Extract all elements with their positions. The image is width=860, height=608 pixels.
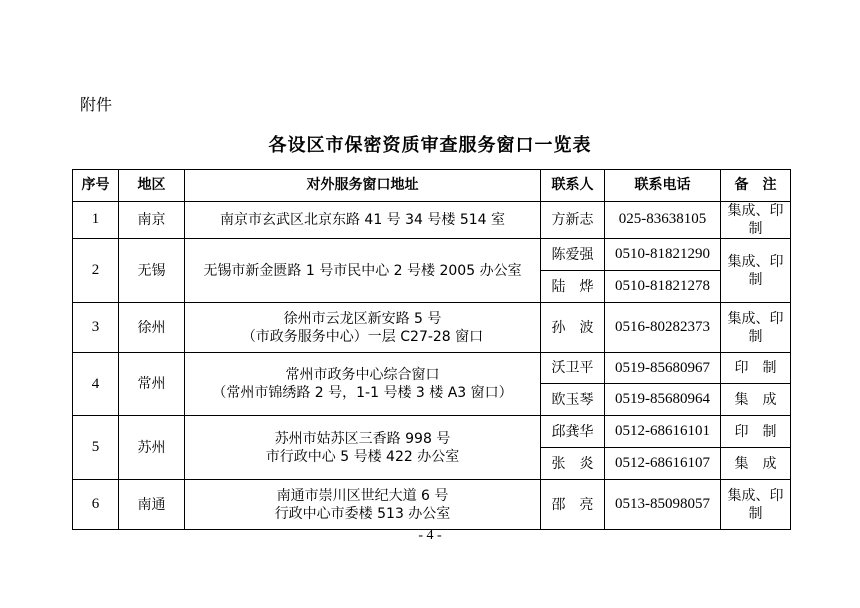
header-phone: 联系电话 bbox=[605, 170, 721, 202]
table-row bbox=[73, 202, 791, 239]
contact-phone: 0510-81821278 bbox=[605, 271, 721, 303]
row-remark: 印 制 bbox=[721, 353, 791, 384]
contact-name: 张 炎 bbox=[541, 448, 605, 480]
row-index: 4 bbox=[73, 353, 119, 416]
address-line: 行政中心市委楼 513 办公室 bbox=[274, 505, 451, 522]
header-index: 序号 bbox=[73, 170, 119, 202]
row-district: 南通 bbox=[119, 480, 185, 530]
table-row bbox=[73, 416, 791, 448]
row-address bbox=[185, 353, 541, 416]
row-index: 5 bbox=[73, 416, 119, 480]
contact-name: 沃卫平 bbox=[541, 353, 605, 384]
row-remark: 集 成 bbox=[721, 384, 791, 416]
row-index: 1 bbox=[73, 202, 119, 239]
row-index: 2 bbox=[73, 239, 119, 303]
row-address bbox=[185, 416, 541, 480]
row-address bbox=[185, 480, 541, 530]
contact-phone: 0519-85680967 bbox=[605, 353, 721, 384]
contact-phone: 0512-68616107 bbox=[605, 448, 721, 480]
row-remark: 集成、印制 bbox=[721, 202, 791, 239]
row-index: 3 bbox=[73, 303, 119, 353]
table-row bbox=[73, 303, 791, 353]
row-address bbox=[185, 239, 541, 303]
row-remark: 集 成 bbox=[721, 448, 791, 480]
page-number: - 4 - bbox=[418, 528, 442, 543]
contact-name: 邱龚华 bbox=[541, 416, 605, 448]
row-remark: 印 制 bbox=[721, 416, 791, 448]
row-district: 徐州 bbox=[119, 303, 185, 353]
row-remark: 集成、印制 bbox=[721, 480, 791, 530]
contact-phone: 0519-85680964 bbox=[605, 384, 721, 416]
table-header-row bbox=[73, 170, 791, 202]
address-line: 徐州市云龙区新安路 5 号 bbox=[283, 310, 442, 327]
address-line: （市政务服务中心）一层 C27-28 窗口 bbox=[241, 328, 484, 345]
table-row bbox=[73, 353, 791, 384]
contact-name: 邵 亮 bbox=[541, 480, 605, 530]
row-remark: 集成、印制 bbox=[721, 239, 791, 303]
address-line: （常州市锦绣路 2 号，1-1 号楼 3 楼 A3 窗口） bbox=[212, 385, 513, 402]
address-line: 南京市玄武区北京东路 41 号 34 号楼 514 室 bbox=[219, 212, 506, 229]
service-window-table bbox=[72, 169, 791, 530]
contact-name: 孙 波 bbox=[541, 303, 605, 353]
contact-name: 方新志 bbox=[541, 202, 605, 239]
contact-name: 欧玉琴 bbox=[541, 384, 605, 416]
address-line: 南通市崇川区世纪大道 6 号 bbox=[276, 487, 449, 504]
attachment-label: 附件 bbox=[80, 95, 113, 114]
row-address bbox=[185, 202, 541, 239]
header-address: 对外服务窗口地址 bbox=[185, 170, 541, 202]
contact-name: 陆 烨 bbox=[541, 271, 605, 303]
row-address bbox=[185, 303, 541, 353]
header-remark: 备 注 bbox=[721, 170, 791, 202]
address-line: 常州市政务中心综合窗口 bbox=[285, 367, 440, 384]
address-line: 无锡市新金匮路 1 号市民中心 2 号楼 2005 办公室 bbox=[203, 262, 522, 279]
header-district: 地区 bbox=[119, 170, 185, 202]
address-line: 市行政中心 5 号楼 422 办公室 bbox=[265, 448, 460, 465]
contact-phone: 025-83638105 bbox=[605, 202, 721, 239]
row-index: 6 bbox=[73, 480, 119, 530]
contact-name: 陈爱强 bbox=[541, 239, 605, 271]
contact-phone: 0512-68616101 bbox=[605, 416, 721, 448]
contact-phone: 0516-80282373 bbox=[605, 303, 721, 353]
address-line: 苏州市姑苏区三香路 998 号 bbox=[274, 430, 451, 447]
row-district: 苏州 bbox=[119, 416, 185, 480]
table-row bbox=[73, 239, 791, 271]
header-contact: 联系人 bbox=[541, 170, 605, 202]
document-title: 各设区市保密资质审查服务窗口一览表 bbox=[268, 135, 592, 156]
contact-phone: 0510-81821290 bbox=[605, 239, 721, 271]
table-row bbox=[73, 480, 791, 530]
row-remark: 集成、印制 bbox=[721, 303, 791, 353]
contact-phone: 0513-85098057 bbox=[605, 480, 721, 530]
row-district: 常州 bbox=[119, 353, 185, 416]
row-district: 无锡 bbox=[119, 239, 185, 303]
row-district: 南京 bbox=[119, 202, 185, 239]
